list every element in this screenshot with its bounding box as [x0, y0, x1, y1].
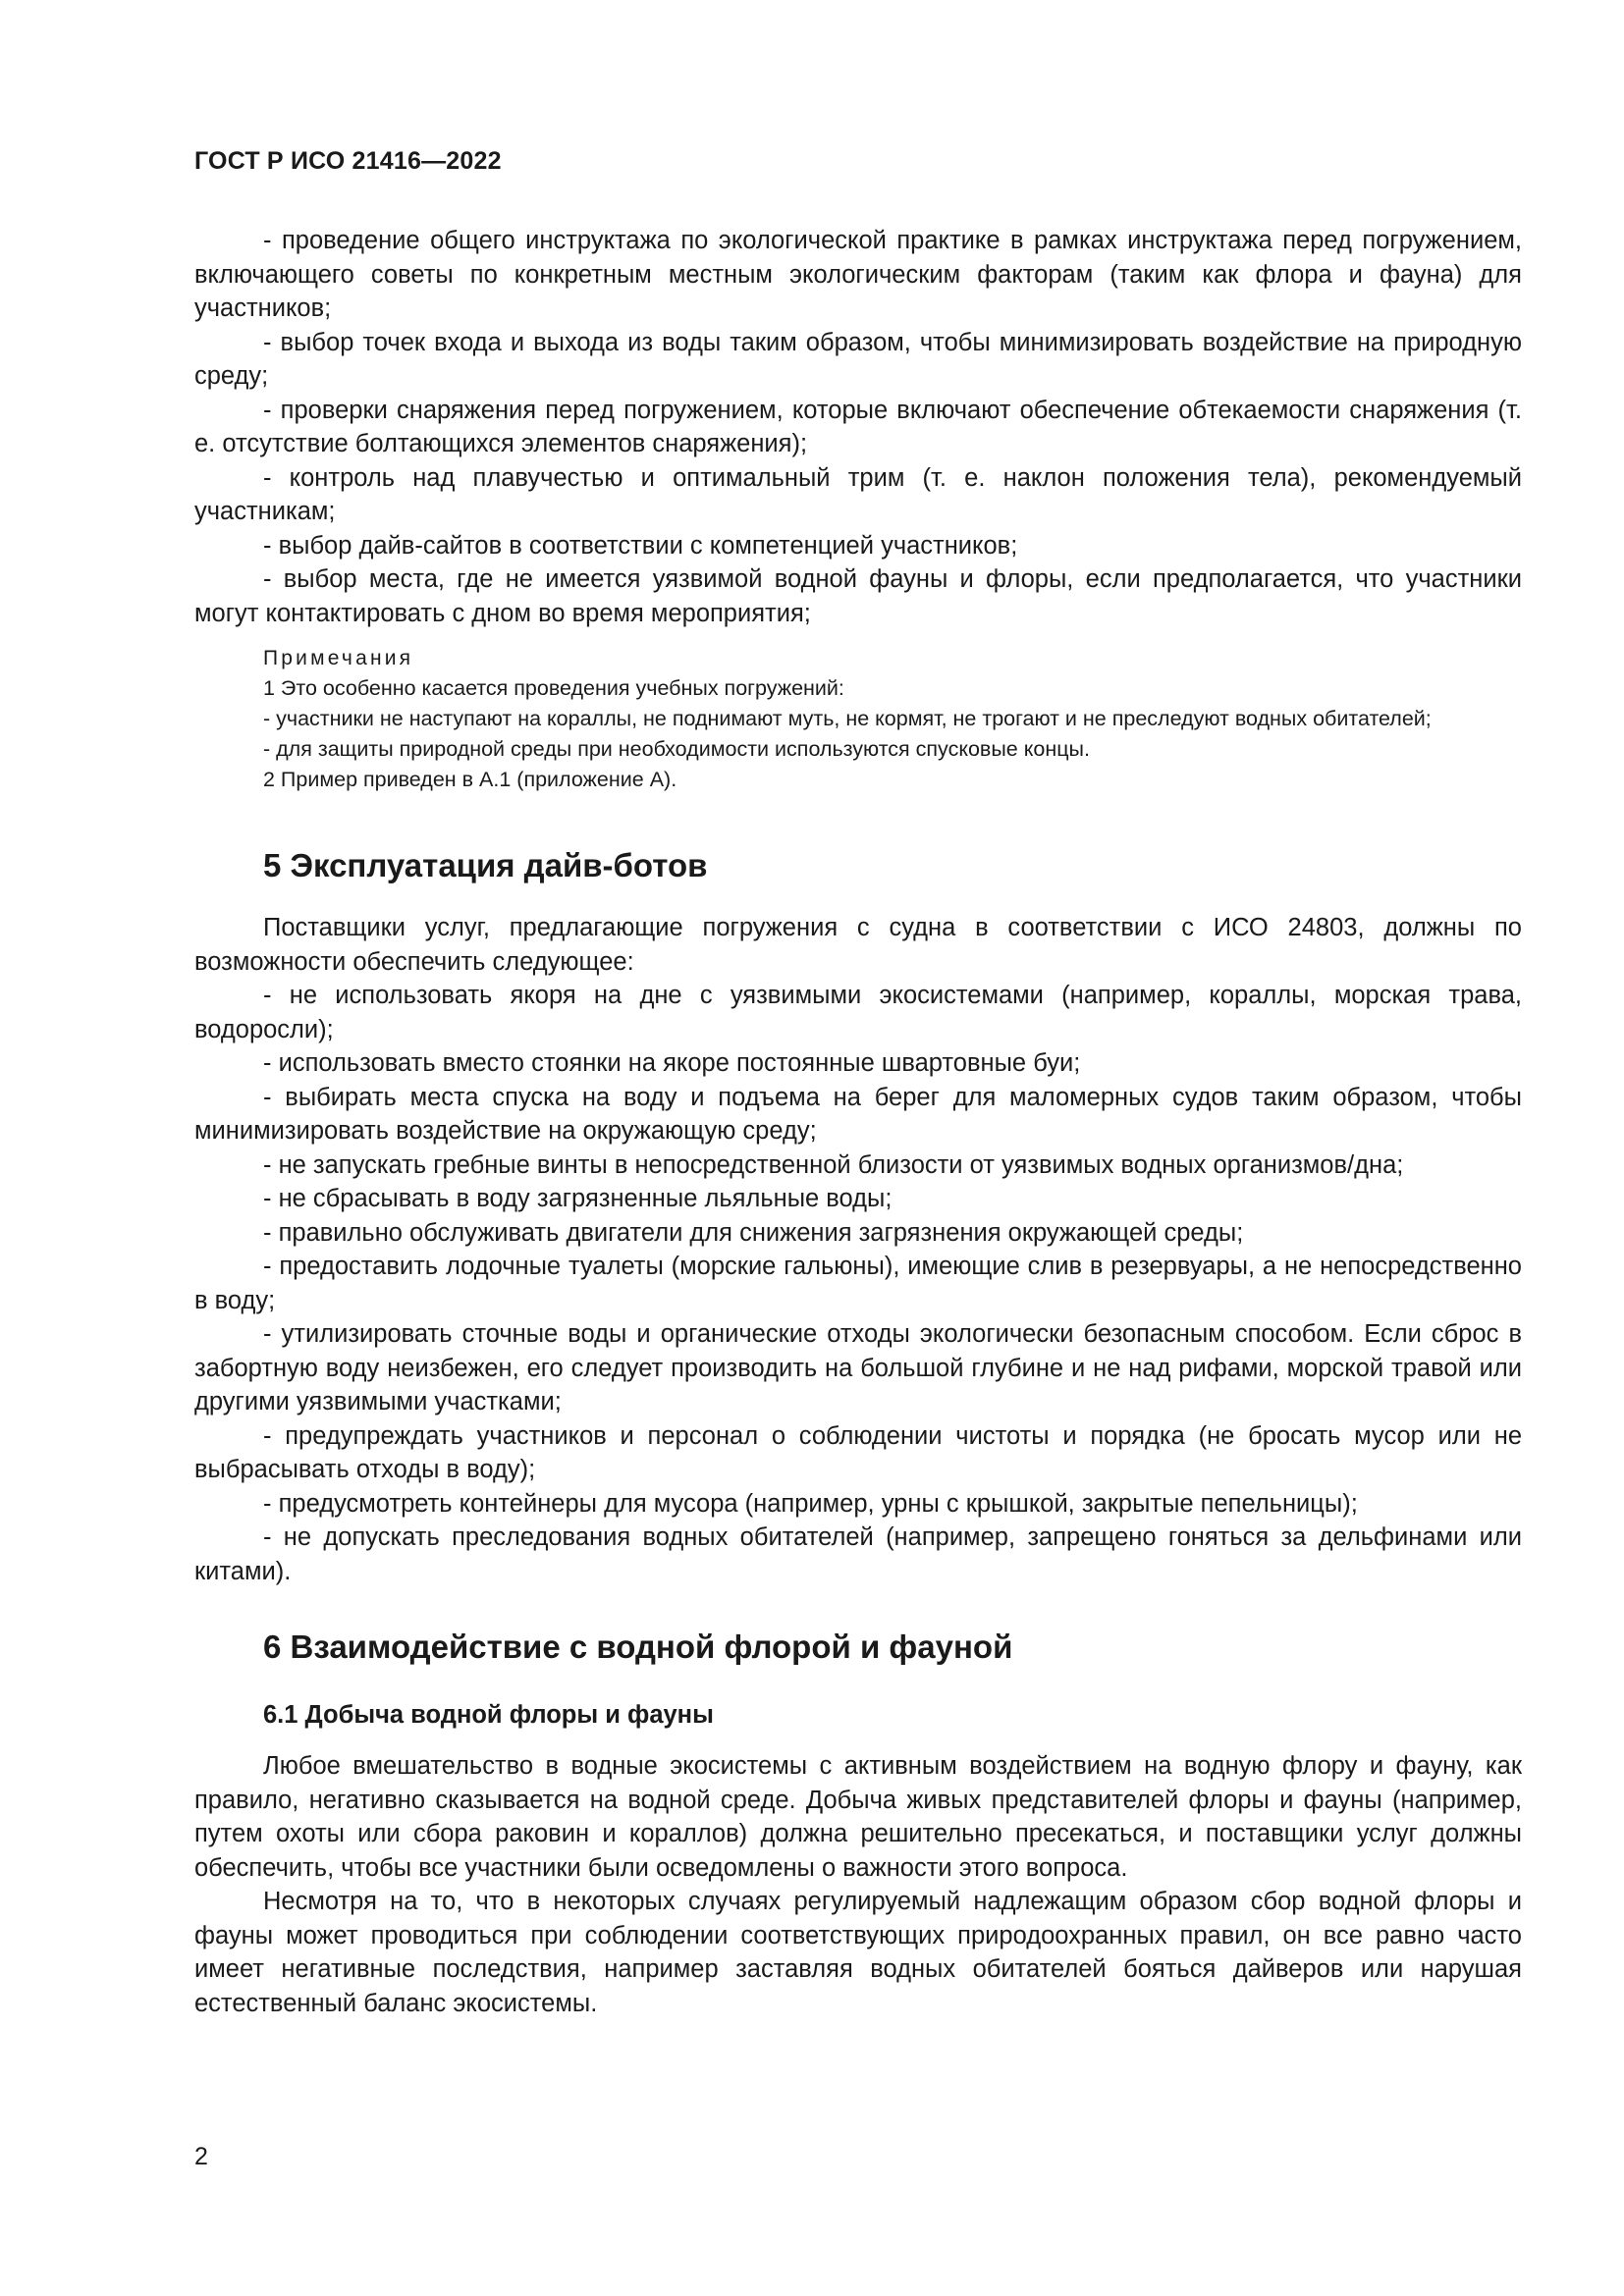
list-item: - не использовать якоря на дне с уязвимыми экосистемами (например, кораллы, морская трава, водоросли); [194, 982, 1522, 1043]
note-item: - участники не наступают на кораллы, не поднимают муть, не кормят, не трогают и не преследуют водных обитателей; [263, 707, 1432, 730]
list-item: - выбор дайв-сайтов в соответствии с компетенцией участников; [263, 531, 1018, 560]
list-item: - предупреждать участников и персонал о соблюдении чистоты и порядка (не бросать мусор или не выбрасывать отходы в воду); [194, 1421, 1522, 1483]
section-6-paragraph: Несмотря на то, что в некоторых случаях регулируемый надлежащим образом сбор водной флоры и фауны может проводиться при соблюдении соответствующих природоохранных правил, он все равно часто имеет негативные последствия, например заставляя водных обитателей бояться дайверов или нарушая естественный баланс экосистемы. [194, 1888, 1522, 2017]
list-item: - не сбрасывать в воду загрязненные льяльные воды; [263, 1185, 893, 1212]
note-item: 2 Пример приведен в А.1 (приложение А). [263, 768, 677, 791]
list-item: - проверки снаряжения перед погружением, которые включают обеспечение обтекаемости снаряжения (т. е. отсутствие болтающихся элементов снаряжения); [194, 396, 1522, 457]
list-item: - не запускать гребные винты в непосредственной близости от уязвимых водных организмов/дна; [263, 1150, 1404, 1179]
list-item: - выбор точек входа и выхода из воды таким образом, чтобы минимизировать воздействие на природную среду; [194, 328, 1522, 390]
list-item: - контроль над плавучестью и оптимальный трим (т. е. наклон положения тела), рекомендуемый участникам; [194, 463, 1522, 525]
list-item: - выбирать места спуска на воду и подъема на берег для маломерных судов таким образом, чтобы минимизировать воздействие на окружающую среду; [194, 1083, 1522, 1145]
intro-list [194, 224, 1522, 630]
notes-title: Примечания [263, 647, 414, 669]
list-item: - утилизировать сточные воды и органические отходы экологически безопасным способом. Если сброс в забортную воду неизбежен, его следует производить на большой глубине и не над рифами, морской травой или другими уязвимыми участками; [194, 1320, 1522, 1415]
subsection-6-1-heading: 6.1 Добыча водной флоры и фауны [263, 1701, 714, 1729]
subsection-6-1-body [194, 1749, 1522, 2020]
section-6-heading: 6 Взаимодействие с водной флорой и фауной [263, 1629, 1013, 1665]
list-item: - правильно обслуживать двигатели для снижения загрязнения окружающей среды; [263, 1218, 1244, 1247]
note-item: - для защиты природной среды при необходимости используются спусковые концы. [263, 737, 1090, 761]
section-5-paragraph: Поставщики услуг, предлагающие погружения с судна в соответствии с ИСО 24803, должны по возможности обеспечить следующее: [194, 914, 1522, 976]
section-5-heading: 5 Эксплуатация дайв-ботов [263, 847, 708, 883]
page-content [194, 224, 1522, 2020]
list-item: - не допускать преследования водных обитателей (например, запрещено гоняться за дельфинами или китами). [194, 1523, 1522, 1585]
list-item: - проведение общего инструктажа по экологической практике в рамках инструктажа перед погружением, включающего советы по конкретным местным экологическим факторам (таким как флора и фауна) для участников; [194, 227, 1522, 322]
section-5-body [194, 911, 1522, 1588]
section-6-paragraph: Любое вмешательство в водные экосистемы с активным воздействием на водную флору и фауну, как правило, негативно сказывается на водной среде. Добыча живых представителей флоры и фауны (например, путем охоты или сбора раковин и кораллов) должна решительно пресекаться, и поставщики услуг должны обеспечить, чтобы все участники были осведомлены о важности этого вопроса. [194, 1752, 1522, 1882]
document-code-header: ГОСТ Р ИСО 21416—2022 [194, 147, 502, 175]
list-item: - предусмотреть контейнеры для мусора (например, урны с крышкой, закрытые пепельницы); [263, 1489, 1358, 1518]
page-number: 2 [194, 2143, 208, 2170]
list-item: - выбор места, где не имеется уязвимой водной фауны и флоры, если предполагается, что участники могут контактировать с дном во время мероприятия; [194, 565, 1522, 627]
list-item: - предоставить лодочные туалеты (морские гальюны), имеющие слив в резервуары, а не непосредственно в воду; [194, 1253, 1522, 1314]
note-item: 1 Это особенно касается проведения учебных погружений: [263, 676, 844, 700]
list-item: - использовать вместо стоянки на якоре постоянные швартовные буи; [263, 1049, 1081, 1077]
notes-block [194, 644, 1522, 795]
